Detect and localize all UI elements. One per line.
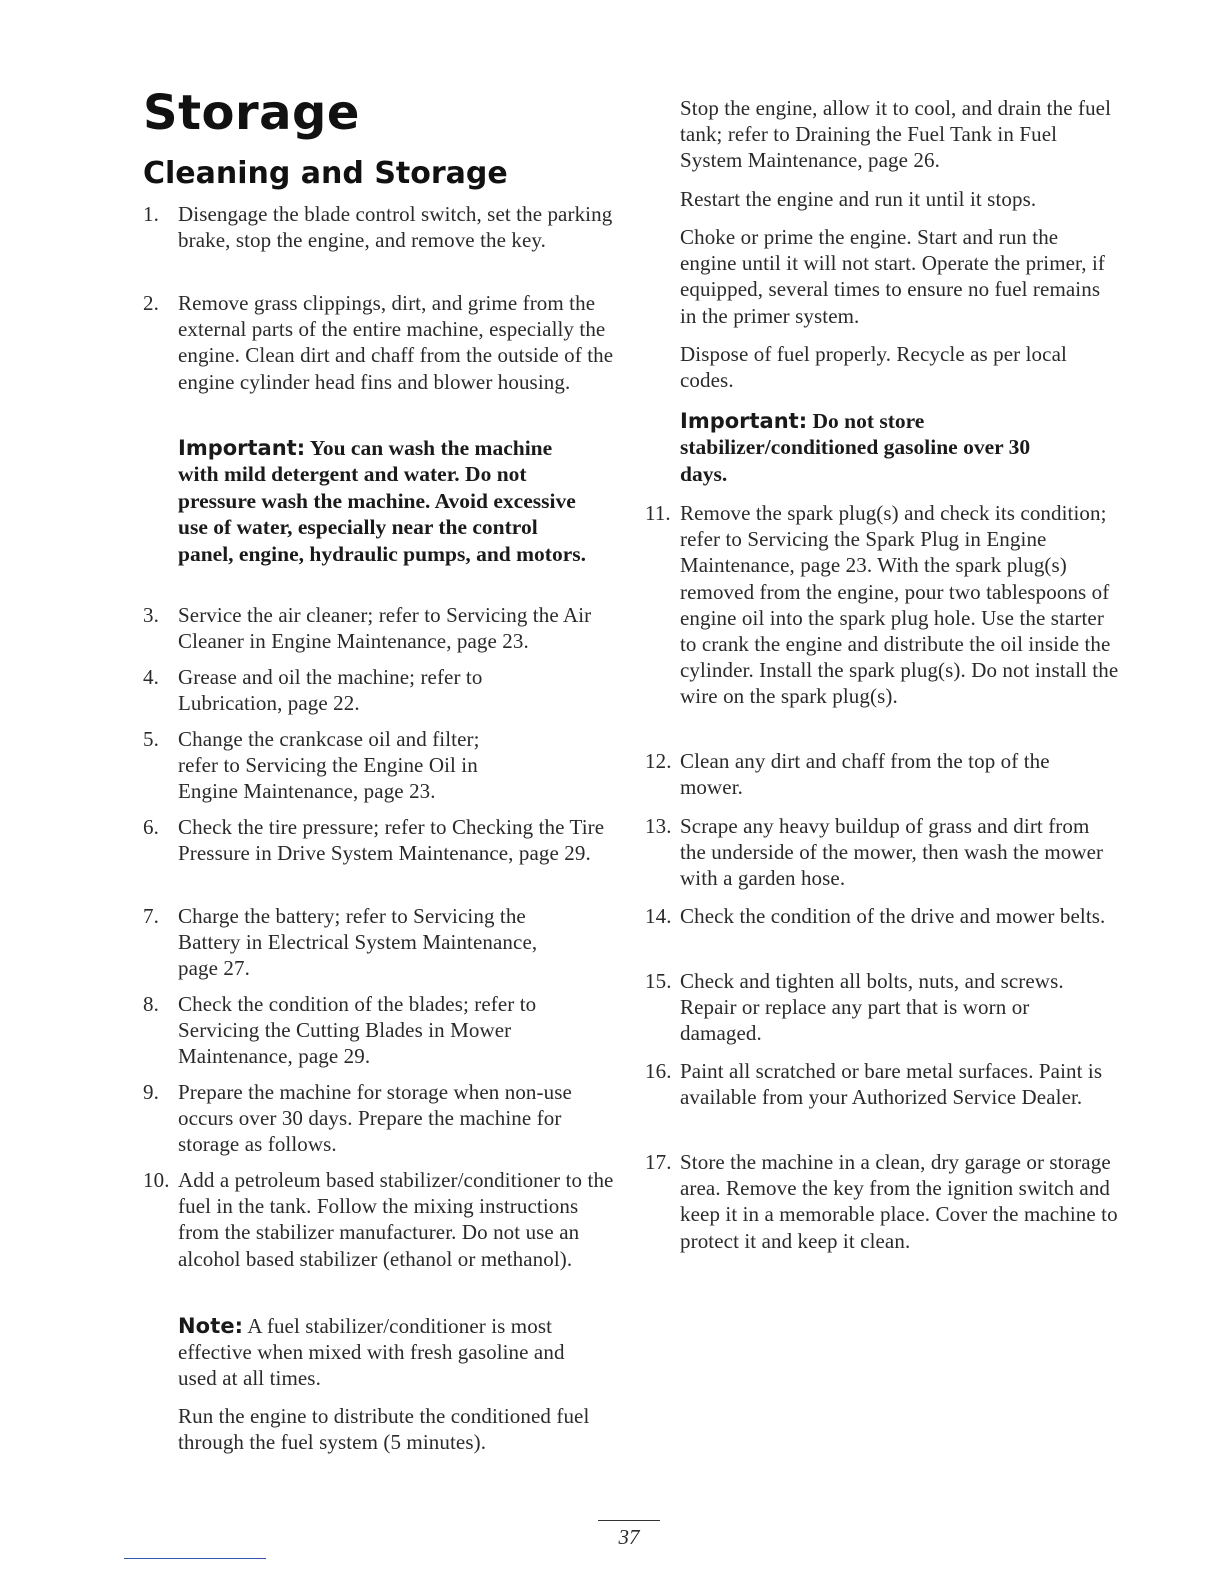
step-number: 7. (143, 904, 159, 928)
step-text: Check the condition of the drive and mower belts. (680, 904, 1106, 928)
important-wash-notice (178, 435, 598, 567)
step-number: 16. (645, 1059, 672, 1083)
step-text: Remove the spark plug(s) and check its condition; refer to Servicing the Spark Plug in Engine Maintenance, page 23. With the spark plug(s) removed from the engine, pour two tablespoons of engine oil into the spark plug hole. Use the starter to crank the engine and distribute the oil inside the cylinder. Install the spark plug(s). Do not install the wire on the spark plug(s). (680, 501, 1119, 709)
step-text: Disengage the blade control switch, set the parking brake, stop the engine, and remove the key. (178, 202, 613, 253)
step-number: 10. (143, 1168, 170, 1192)
step-number: 15. (645, 969, 672, 993)
important-text: You can wash the machine with mild detergent and water. Do not pressure wash the machine. Avoid excessive use of water, especially near the control panel, engine, hydraulic pumps, and motors. (178, 436, 586, 566)
step-text: Paint all scratched or bare metal surfaces. Paint is available from your Authorized Service Dealer. (680, 1059, 1103, 1110)
step-number: 1. (143, 202, 159, 226)
page-title: Storage (143, 85, 360, 141)
footer-rule (598, 1520, 660, 1521)
step-text: Check and tighten all bolts, nuts, and screws. Repair or replace any part that is worn or damaged. (680, 969, 1064, 1046)
step-text: Check the tire pressure; refer to Checking the Tire Pressure in Drive System Maintenance, page 29. (178, 815, 605, 866)
step-text: Scrape any heavy buildup of grass and dirt from the underside of the mower, then wash the mower with a garden hose. (680, 814, 1104, 891)
important-text: Do not store stabilizer/conditioned gasoline over 30 days. (680, 409, 1031, 486)
step-text: Remove grass clippings, dirt, and grime from the external parts of the entire machine, especially the engine. Clean dirt and chaff from the outside of the engine cylinder head fins and blower housing. (178, 291, 614, 394)
step-number: 4. (143, 665, 159, 689)
step-text: Prepare the machine for storage when non-use occurs over 30 days. Prepare the machine for storage as follows. (178, 1080, 572, 1157)
para-restart-engine: Restart the engine and run it until it stops. (680, 187, 1037, 211)
important-storage-notice (680, 408, 1065, 487)
note-text: A fuel stabilizer/conditioner is most effective when mixed with fresh gasoline and used at all times. (178, 1314, 565, 1391)
step-number: 13. (645, 814, 672, 838)
step-number: 8. (143, 992, 159, 1016)
step-number: 14. (645, 904, 672, 928)
footnote-rule (124, 1558, 266, 1559)
step-number: 9. (143, 1080, 159, 1104)
important-label: Important: (178, 436, 306, 460)
step-number: 6. (143, 815, 159, 839)
step-text: Grease and oil the machine; refer to Lubrication, page 22. (178, 665, 483, 716)
step-text: Check the condition of the blades; refer to Servicing the Cutting Blades in Mower Maintenance, page 29. (178, 992, 537, 1069)
step-number: 11. (645, 501, 671, 525)
step-text: Charge the battery; refer to Servicing the Battery in Electrical System Maintenance, page 27. (178, 904, 538, 981)
step-number: 17. (645, 1150, 672, 1174)
page-number: 37 (618, 1525, 640, 1549)
step-number: 3. (143, 603, 159, 627)
step-number: 12. (645, 749, 672, 773)
note-label: Note: (178, 1314, 244, 1338)
note-stabilizer (178, 1313, 608, 1392)
step-number: 5. (143, 727, 159, 751)
para-dispose-fuel: Dispose of fuel properly. Recycle as per local codes. (680, 342, 1067, 393)
para-stop-engine: Stop the engine, allow it to cool, and drain the fuel tank; refer to Draining the Fuel Tank in Fuel System Maintenance, page 26. (680, 96, 1112, 173)
para-choke-engine: Choke or prime the engine. Start and run the engine until it will not start. Operate the primer, if equipped, several times to ensure no fuel remains in the primer system. (680, 225, 1106, 328)
section-title: Cleaning and Storage (143, 156, 508, 191)
step-text: Clean any dirt and chaff from the top of the mower. (680, 749, 1050, 800)
step-text: Store the machine in a clean, dry garage or storage area. Remove the key from the ignition switch and keep it in a memorable place. Cover the machine to protect it and keep it clean. (680, 1150, 1118, 1253)
step-number: 2. (143, 291, 159, 315)
step-text: Service the air cleaner; refer to Servicing the Air Cleaner in Engine Maintenance, page 23. (178, 603, 592, 654)
step-text: Change the crankcase oil and filter; refer to Servicing the Engine Oil in Engine Maintenance, page 23. (178, 727, 480, 804)
para-run-engine: Run the engine to distribute the conditioned fuel through the fuel system (5 minutes). (178, 1404, 590, 1455)
step-text: Add a petroleum based stabilizer/conditioner to the fuel in the tank. Follow the mixing instructions from the stabilizer manufacturer. Do not use an alcohol based stabilizer (ethanol or methanol). (178, 1168, 614, 1271)
important-label: Important: (680, 409, 808, 433)
